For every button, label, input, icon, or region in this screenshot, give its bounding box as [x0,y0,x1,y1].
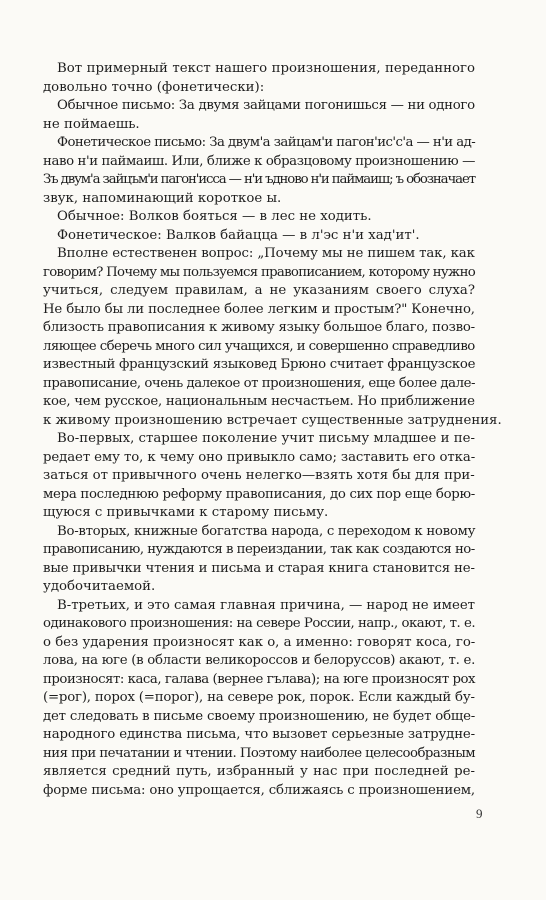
text-line: о без ударения произносят как о, а именно: говорят коса, го- [43,635,476,650]
text-line: Во-первых, старшее поколение учит письму младшее и пе- [57,431,475,446]
text-line: говорим? Почему мы пользуемся правописанием, которому нужно [43,265,476,280]
text-line: лова, на юге (в области великороссов и белоруссов) акают, т. е. [43,653,476,668]
text-line: известный французский языковед Брюно считает французское [43,357,476,372]
text-line: Обычное письмо: За двумя зайцами погонишься — ни одного [57,98,475,113]
text-line: звук, напоминающий короткое ы. [43,191,282,206]
text-line: Обычное: Волков бояться — в лес не ходить. [57,209,372,224]
text-line: ляющее сберечь много сил учащихся, и совершенно справедливо [43,339,475,354]
text-line: Зъ двум'а зайцъм'и пагон'исса — н'и ъдново н'и паймаиш; ъ обозначает [43,172,475,187]
text-line: Вполне естественен вопрос: „Почему мы не пишем так, как [57,246,475,261]
text-line: дет следовать в письме своему произношению, не будет обще- [43,709,476,724]
text-line: Вот примерный текст нашего произношения, переданного [57,61,475,76]
text-line: щуюся с привычками к старому письму. [43,505,329,520]
text-line: учиться, следуем правилам, а не указаниям своего слуха? [43,283,475,298]
text-line: одинакового произношения: на севере России, напр., окают, т. е. [43,616,476,631]
text-line: не поймаешь. [43,117,140,132]
text-line: редает ему то, к чему оно привыкло само; заставить его отка- [43,450,476,465]
text-line: к живому произношению встречает существенные затруднения. [43,413,502,428]
text-line: ния при печатании и чтении. Поэтому наиболее целесообразным [43,746,476,761]
text-line: является средний путь, избранный у нас при последней ре- [43,764,475,779]
text-line: форме письма: оно упрощается, сближаясь с произношением, [43,783,475,798]
text-line: (=рог), порох (=порог), на севере рок, порок. Если каждый бу- [43,690,475,705]
page-number: 9 [476,806,483,821]
text-line: близость правописания к живому языку большое благо, позво- [43,320,475,335]
text-line: довольно точно (фонетически): [43,80,265,95]
text-line: кое, чем русское, национальным несчастьем. Но приближение [43,394,475,409]
text-line: произносят: каса, галава (вернее гълава); на юге произносят рох [43,672,476,687]
text-line: правописание, очень далекое от произношения, еще более дале- [43,376,475,391]
text-line: удобочитаемой. [43,579,156,594]
text-line: народного единства письма, что вызовет серьезные затрудне- [43,727,476,742]
text-line: Фонетическое письмо: За двум'а зайцам'и пагон'ис'с'а — н'и ад- [57,135,476,150]
text-line: Во-вторых, книжные богатства народа, с переходом к новому [57,524,476,539]
text-line: Фонетическое: Валков байацца — в л'эс н'и хад'ит'. [57,228,420,243]
text-line: вые привычки чтения и письма и старая книга становится не- [43,561,475,576]
text-line: правописанию, нуждаются в переиздании, так как создаются но- [43,542,475,557]
text-line: Не было бы ли последнее более легким и простым?" Конечно, [43,302,475,317]
text-line: наво н'и паймаиш. Или, ближе к образцовому произношению — [43,154,476,169]
text-line: мера последнюю реформу правописания, до сих пор еще борю- [43,487,475,502]
text-line: заться от привычного очень нелегко—взять хотя бы для при- [43,468,475,483]
text-line: В-третьих, и это самая главная причина, — народ не имеет [57,598,475,613]
